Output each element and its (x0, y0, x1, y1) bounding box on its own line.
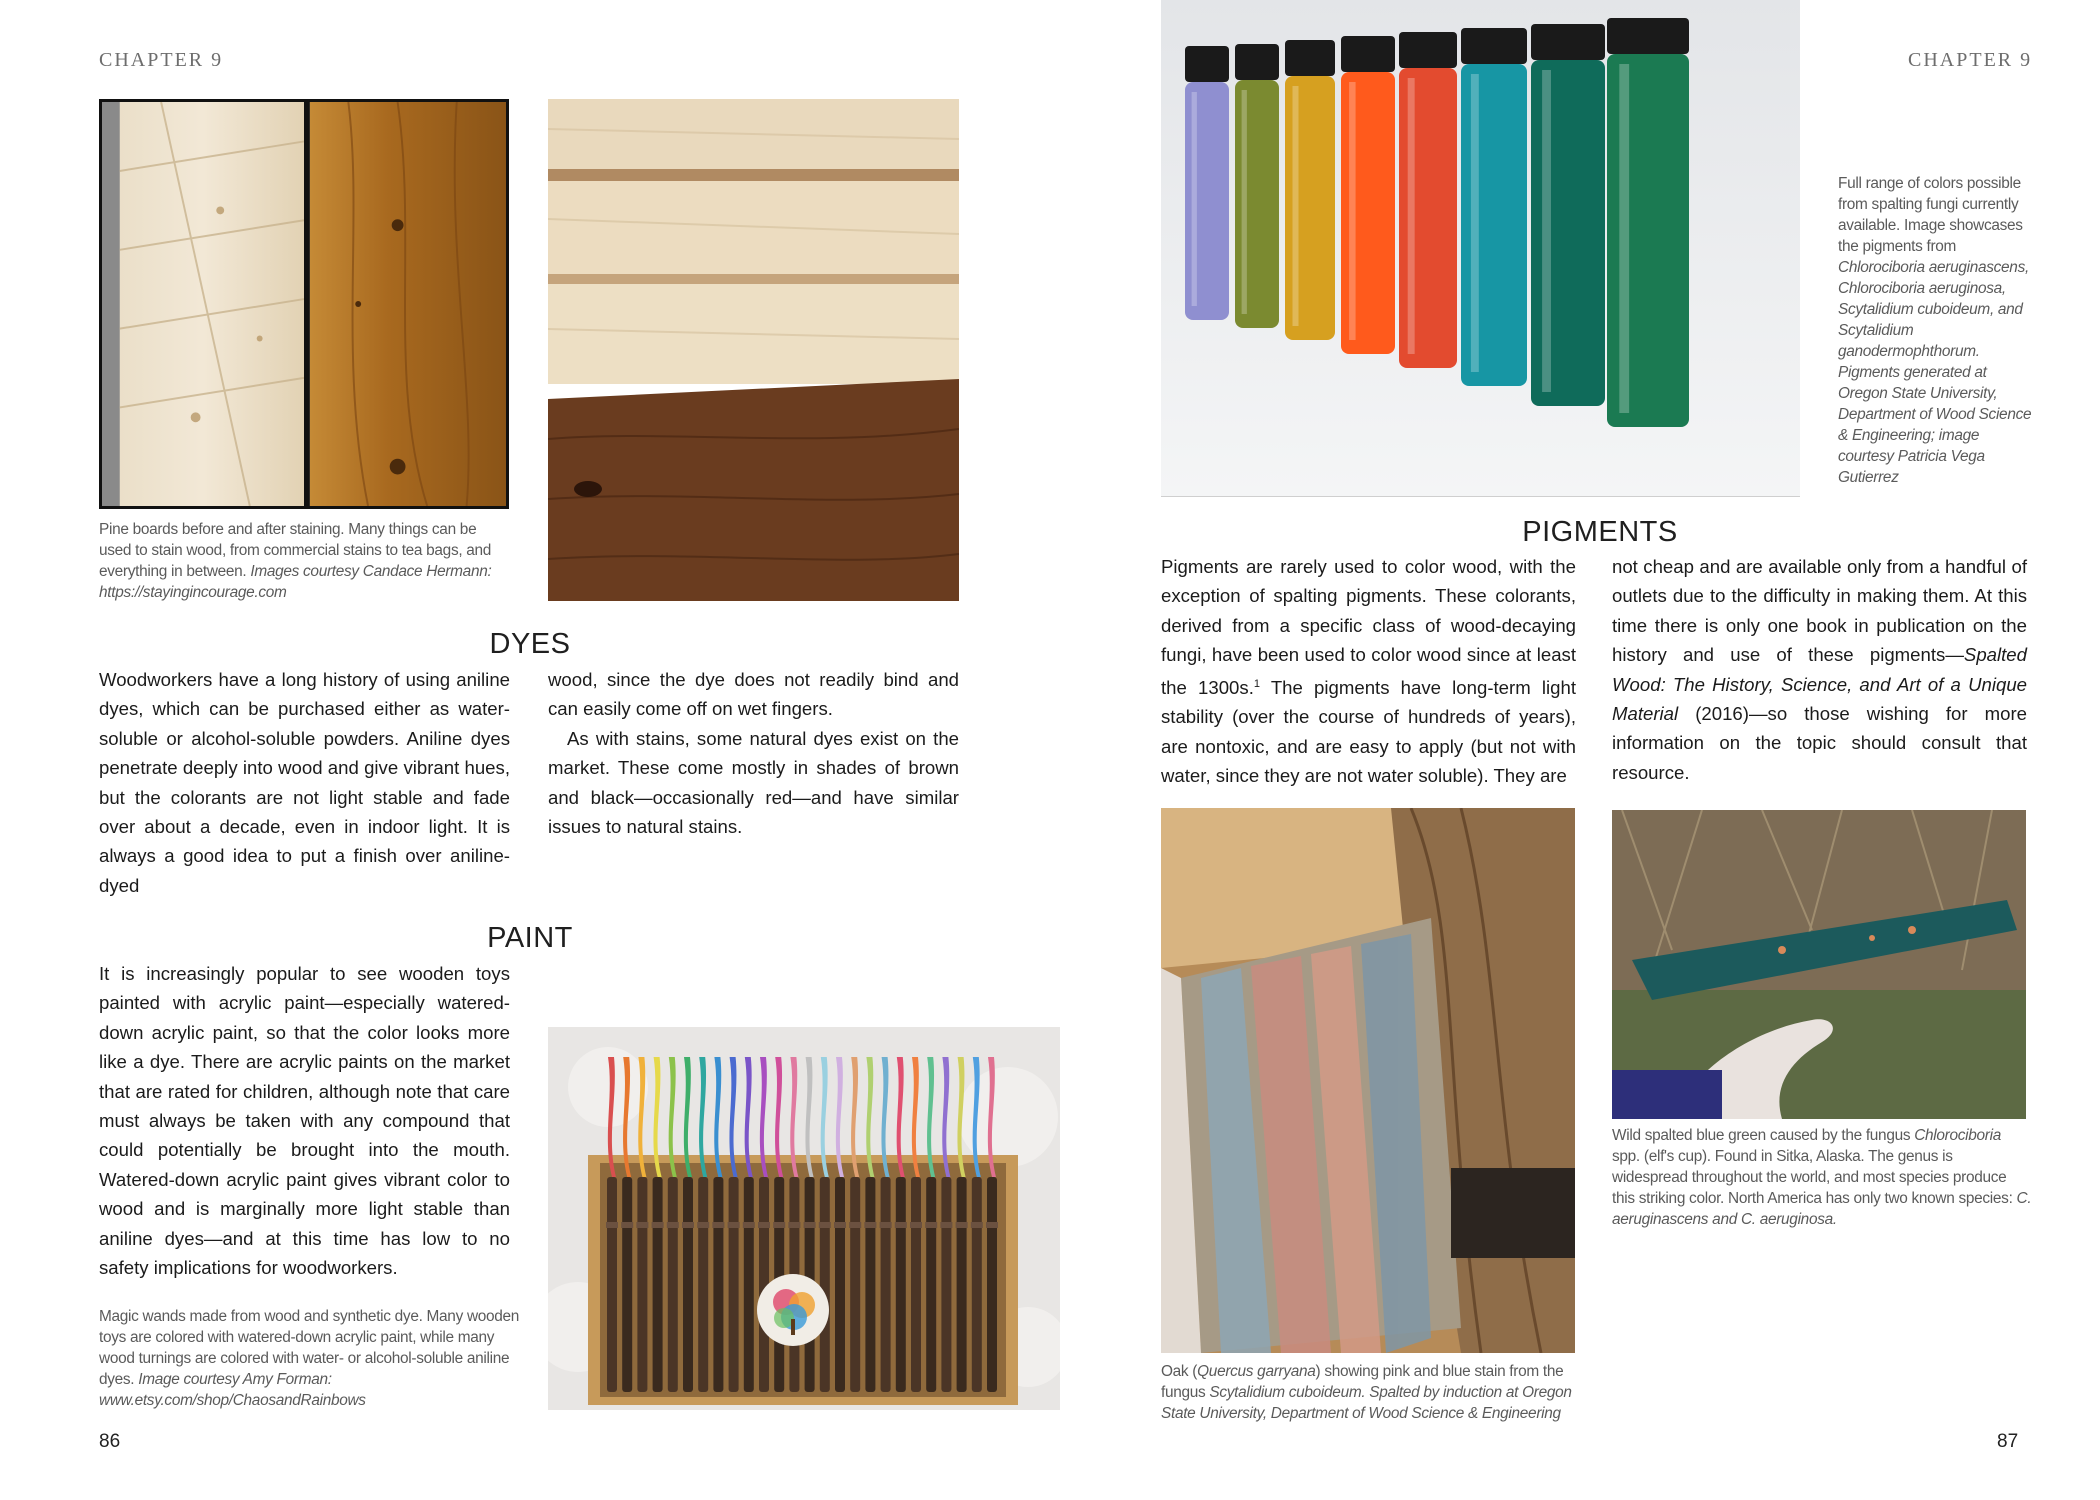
wand-ring (758, 1222, 770, 1228)
wand-ring (880, 1222, 892, 1228)
pigments-col2-b: (2016)—so those wishing for more information on the topic should consult that resource. (1612, 703, 2027, 783)
vial-highlight (1349, 82, 1355, 340)
wand-ring (606, 1222, 618, 1228)
page-number-right: 87 (1997, 1431, 2019, 1452)
pigment-vials-photo (1161, 0, 1800, 496)
wand-handle (622, 1177, 632, 1392)
wand-handle (957, 1177, 967, 1392)
vial-highlight (1242, 90, 1247, 314)
vial-highlight (1542, 70, 1551, 392)
wand-ring (971, 1222, 983, 1228)
vial-liquid (1341, 72, 1395, 354)
pigments-col1-text: Pigments are rarely used to color wood, with the exception of spalting pigments. These colorants, derived from a specific class of wood-decaying fungi, have been used to color wood since at least the 1300s. (1161, 556, 1576, 698)
heading-pigments: PIGMENTS (1522, 516, 1678, 548)
wand-ring (849, 1222, 861, 1228)
wand-handle (987, 1177, 997, 1392)
wand-handle (729, 1177, 739, 1392)
caption-bluegreen-genus: Chlorociboria (1914, 1127, 2001, 1144)
wand-ring (773, 1222, 785, 1228)
wand-ring (697, 1222, 709, 1228)
vial-cap (1285, 40, 1335, 76)
running-head-right: CHAPTER 9 (1908, 49, 2033, 71)
wand-handle (941, 1177, 951, 1392)
wand-handle (865, 1177, 875, 1392)
vial-cap (1461, 28, 1527, 64)
wand-handle (653, 1177, 663, 1392)
caption-pine-credit: Images courtesy Candace Hermann: https://stayingincourage.com (99, 563, 492, 601)
caption-pigment-vials (1838, 173, 2038, 488)
caption-oak-fungus: Scytalidium cuboideum. Spalted by induction at Oregon State University, Department of Wood Science & Engineering (1161, 1384, 1572, 1422)
caption-bluegreen-mid: spp. (elf's cup). Found in Sitka, Alaska. The genus is widespread throughout the world, and most species produce this striking color. North America has only two known species: (1612, 1148, 2017, 1207)
wand-ring (804, 1222, 816, 1228)
caption-magic-wands (99, 1306, 527, 1411)
dyes-column-2-para-1: wood, since the dye does not readily bind and can easily come off on wet fingers. (548, 669, 959, 720)
vial-liquid (1531, 60, 1605, 406)
pigments-col2-a: not cheap and are available only from a handful of outlets due to the difficulty in making them. At this time there is only one book in publication on the history and use of these pigments— (1612, 556, 2027, 666)
footnote-ref-1: 1 (1253, 677, 1260, 690)
wand-ring (986, 1222, 998, 1228)
wand-handle (835, 1177, 845, 1392)
caption-pine-boards (99, 519, 509, 603)
heading-paint: PAINT (487, 922, 573, 954)
vial-cap (1235, 44, 1279, 80)
vial-highlight (1471, 74, 1479, 372)
paint-body: It is increasingly popular to see wooden toys painted with acrylic paint—especially watered-down acrylic paint, so that the color looks more like a dye. There are acrylic paints on the market that are rated for children, although note that care must always be taken with any compound that could potentially be brought into the mouth. Watered-down acrylic paint gives vibrant color to wood and is marginally more light stable than aniline dyes—and at this time has low to no safety implications for woodworkers. (99, 963, 510, 1279)
wand-ring (621, 1222, 633, 1228)
caption-bluegreen-species: C. aeruginascens and C. aeruginosa. (1612, 1190, 2032, 1228)
wand-handle (698, 1177, 708, 1392)
wand-ring (925, 1222, 937, 1228)
dyes-column-2-para-2: As with stains, some natural dyes exist on the market. These come mostly in shades of brown and black—occasionally red—and have similar issues to natural stains. (548, 727, 959, 838)
page-number-left: 86 (99, 1431, 121, 1452)
dyes-column-1: Woodworkers have a long history of using aniline dyes, which can be purchased either as water-soluble or alcohol-soluble powders. Aniline dyes penetrate deeply into wood and give vibrant hues, but the colorants are not light stable and fade over about a decade, even in indoor light. It is always a good idea to put a finish over aniline-dyed (99, 669, 510, 896)
wand-ring (743, 1222, 755, 1228)
pigments-col2-book-title: Spalted Wood: The History, Science, and Art of a Unique Material (1612, 644, 2027, 725)
wand-handle (911, 1177, 921, 1392)
caption-wands-credit: Image courtesy Amy Forman: www.etsy.com/shop/ChaosandRainbows (99, 1371, 366, 1409)
wand-ring (712, 1222, 724, 1228)
wand-ring (864, 1222, 876, 1228)
wand-ring (636, 1222, 648, 1228)
caption-pine-text: Pine boards before and after staining. Many things can be used to stain wood, from commercial stains to tea bags, and everything in between. (99, 521, 492, 580)
vial-cap (1185, 46, 1229, 82)
vial-highlight (1293, 86, 1299, 326)
wand-handle (896, 1177, 906, 1392)
dyes-column-2 (548, 665, 959, 841)
wand-ring (940, 1222, 952, 1228)
wood-planks-photo (548, 99, 959, 601)
vial-liquid (1235, 80, 1279, 328)
wand-handle (759, 1177, 769, 1392)
wand-ring (728, 1222, 740, 1228)
caption-oak-mid: ) showing pink and blue stain from the fungus (1161, 1363, 1564, 1401)
magic-wands-photo (548, 1027, 1060, 1410)
wand-handle (683, 1177, 693, 1392)
caption-oak (1161, 1361, 1581, 1424)
wand-ring (788, 1222, 800, 1228)
vial-highlight (1192, 92, 1197, 306)
pigments-col1-rest: The pigments have long-term light stability (over the course of hundreds of years), are nontoxic, and are easy to apply (but not with water, since they are not water soluble). They are (1161, 676, 1576, 787)
wand-handle (972, 1177, 982, 1392)
wand-handle (926, 1177, 936, 1392)
wand-ring (682, 1222, 694, 1228)
wand-ring (834, 1222, 846, 1228)
vial-highlight (1408, 78, 1415, 354)
vial-liquid (1185, 82, 1229, 320)
wand-handle (607, 1177, 617, 1392)
wand-ring (895, 1222, 907, 1228)
wand-handle (668, 1177, 678, 1392)
wand-handle (881, 1177, 891, 1392)
bluegreen-spalted-photo (1612, 810, 2026, 1119)
wand-handle (820, 1177, 830, 1392)
caption-oak-pre: Oak ( (1161, 1363, 1198, 1380)
vial-highlight (1619, 64, 1629, 413)
vials-photo-rule (1161, 496, 1800, 497)
wand-ring (956, 1222, 968, 1228)
caption-bluegreen-pre: Wild spalted blue green caused by the fungus (1612, 1127, 1915, 1144)
caption-vials-credit: Pigments generated at Oregon State University, Department of Wood Science & Engineering; image courtesy Patricia Vega Gutierrez (1838, 364, 2032, 486)
caption-vials-text: Full range of colors possible from spalting fungi currently available. Image showcases the pigments from (1838, 175, 2023, 255)
wand-ring (819, 1222, 831, 1228)
wand-ring (667, 1222, 679, 1228)
vial-cap (1531, 24, 1605, 60)
oak-spalted-photo (1161, 808, 1575, 1353)
heading-dyes: DYES (489, 628, 571, 660)
vial-liquid (1399, 68, 1457, 368)
caption-vials-species: Chlorociboria aeruginascens, Chlorociboria aeruginosa, Scytalidium cuboideum, and Scytalidium ganodermophthorum. (1838, 259, 2029, 360)
wand-handle (713, 1177, 723, 1392)
pine-boards-photo (99, 99, 509, 509)
wand-ring (910, 1222, 922, 1228)
pigments-column-2 (1612, 552, 2027, 787)
caption-bluegreen (1612, 1125, 2032, 1230)
wand-handle (637, 1177, 647, 1392)
wand-handle (850, 1177, 860, 1392)
vial-cap (1399, 32, 1457, 68)
caption-oak-species: Quercus garryana (1197, 1363, 1316, 1380)
wand-ring (652, 1222, 664, 1228)
pigments-column-1 (1161, 552, 1576, 790)
vial-cap (1341, 36, 1395, 72)
running-head-left: CHAPTER 9 (99, 49, 224, 71)
vial-cap (1607, 18, 1689, 54)
wand-handle (744, 1177, 754, 1392)
caption-wands-text: Magic wands made from wood and synthetic dye. Many wooden toys are colored with watered-down acrylic paint, while many wood turnings are colored with water- or alcohol-soluble aniline dyes. (99, 1308, 520, 1388)
